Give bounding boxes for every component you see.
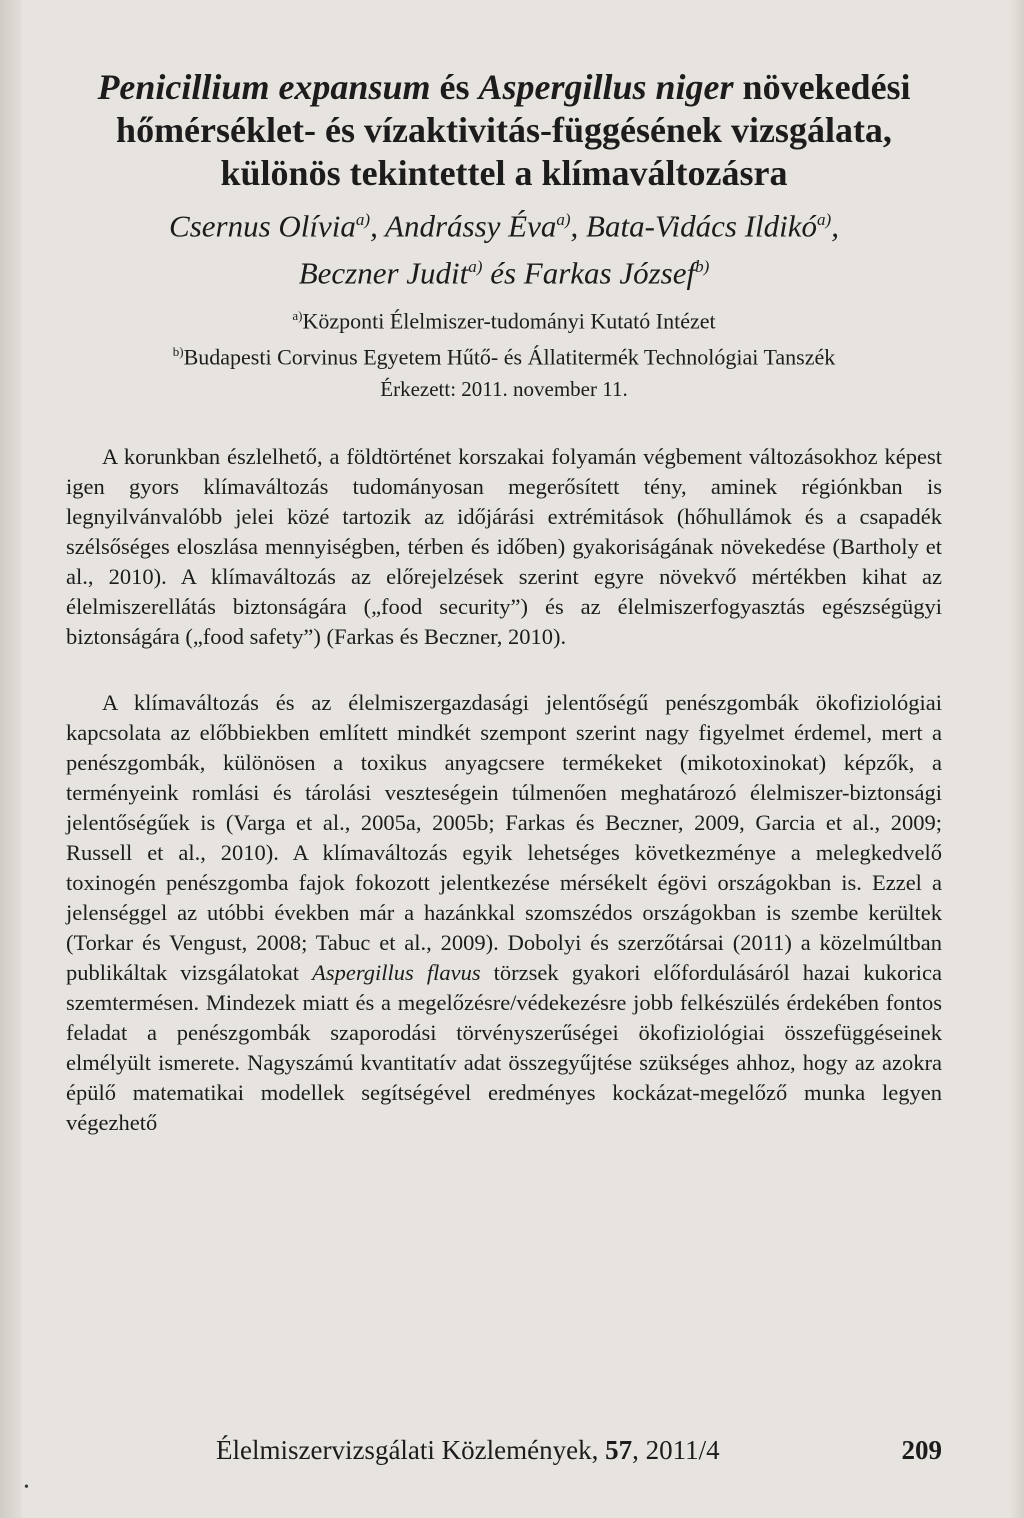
affiliation-b-mark: b)	[172, 343, 184, 359]
title-rest: növekedési hőmérséklet- és vízaktivitás-függésének vizsgálata, különös tekintettel a klímaváltozásra	[116, 67, 911, 193]
author-5: Farkas József	[523, 255, 696, 291]
author-1-mark: a)	[355, 210, 371, 229]
page-number: 209	[901, 1435, 942, 1465]
author-5-mark: b)	[695, 257, 710, 277]
affiliation-a-text: Központi Élelmiszer-tudományi Kutató Intézet	[302, 307, 716, 333]
affiliation-a	[66, 300, 942, 336]
author-3: Bata-Vidács Ildikó	[586, 208, 818, 244]
page-right-edge	[1010, 0, 1024, 1518]
affiliation-b-text: Budapesti Corvinus Egyetem Hűtő- és Állatitermék Technológiai Tanszék	[183, 344, 836, 370]
article-title	[66, 66, 942, 195]
author-conjunction: és	[490, 255, 517, 291]
paragraph-2	[66, 688, 942, 1138]
title-conjunction: és	[439, 67, 470, 107]
author-3-mark: a)	[817, 210, 832, 229]
paragraph-1: A korunkban észlelhető, a földtörténet korszakai folyamán végbement változásokhoz képest igen gyors klímaváltozás tudományosan megerősített tény, aminek régiónkban is legnyilvánvalóbb jelei közé tartozik az időjárási extrémitások (hőhullámok és a csapadék szélsőséges eloszlása mennyiségben, térben és időben) gyakoriságának növekedése (Bartholy et al., 2010). A klímaváltozás az előrejelzések szerint egyre növekvő mértékben kihat az élelmiszerellátás biztonságára („food security”) és az élelmiszerfogyasztás egészségügyi biztonságára („food safety”) (Farkas és Beczner, 2010).	[66, 444, 942, 650]
paragraph-2-part-1: A klímaváltozás és az élelmiszergazdasági jelentőségű penészgombák ökofiziológiai kapcsolata az előbbiekben említett mindkét szempont szerint nagy figyelmet érdemel, mert a penészgombák, különösen a toxikus anyagcsere termékeket (mikotoxinokat) képzők, a terményeink romlási és tárolási veszteségein túlmenően meghatározó élelmiszer-biztonsági jelentőségűek is (Varga et al., 2005a, 2005b; Farkas és Beczner, 2009, Garcia et al., 2009; Russell et al., 2010). A klímaváltozás egyik lehetséges következménye a melegkedvelő toxinogén penészgomba fajok fokozott jelentkezése mérsékelt égövi országokban is. Ezzel a jelenséggel az utóbbi években már a hazánkkal szomszédos országokban is szembe kerültek (Torkar és Vengust, 2008; Tabuc et al., 2009). Dobolyi és szerzőtársai (2011) a közelmúltban publikáltak vizsgálatokat	[66, 690, 942, 986]
author-4: Beczner Judit	[298, 255, 469, 291]
affiliation-b	[66, 336, 942, 372]
author-1: Csernus Olívia	[169, 208, 356, 244]
article-page	[66, 66, 942, 1138]
received-date: Érkezett: 2011. november 11.	[380, 377, 628, 402]
title-species-1: Penicillium expansum	[97, 67, 431, 107]
title-species-2: Aspergillus niger	[478, 67, 734, 107]
page-binding-edge	[0, 0, 22, 1518]
footer-journal	[216, 1434, 720, 1466]
paragraph-2-species: Aspergillus flavus	[312, 960, 481, 986]
footer-volume: 57	[605, 1435, 633, 1465]
affiliation-a-mark: a)	[292, 307, 303, 323]
margin-mark: •	[24, 1480, 29, 1495]
paragraph-2-part-2: törzsek gyakori előfordulásáról hazai kukorica szemtermésen. Mindezek miatt és a megelőzésre/védekezésre jobb felkészülés érdekében fontos feladat a penészgombák szaporodási törvényszerűségei ökofiziológiai összefüggéseinek elmélyült ismerete. Nagyszámú kvantitatív adat összegyűjtése szükséges ahhoz, hogy az azokra épülő matematikai modellek segítségével eredményes kockázat-megelőző munka legyen végezhető	[66, 960, 943, 1136]
footer-issue: , 2011/4	[632, 1435, 720, 1465]
footer-journal-name: Élelmiszervizsgálati Közlemények,	[216, 1435, 599, 1465]
author-2-mark: a)	[556, 210, 571, 229]
author-list: Csernus Olívia$^{a)}$, Andrássy Éva$^{a)}$, Bata-Vidács Ildikó$^{a)}$, Beczner Judit$^{a)}$ és Farkas József$^{b)}$	[169, 208, 839, 291]
author-2: Andrássy Éva	[385, 208, 557, 244]
author-4-mark: a)	[468, 257, 483, 277]
